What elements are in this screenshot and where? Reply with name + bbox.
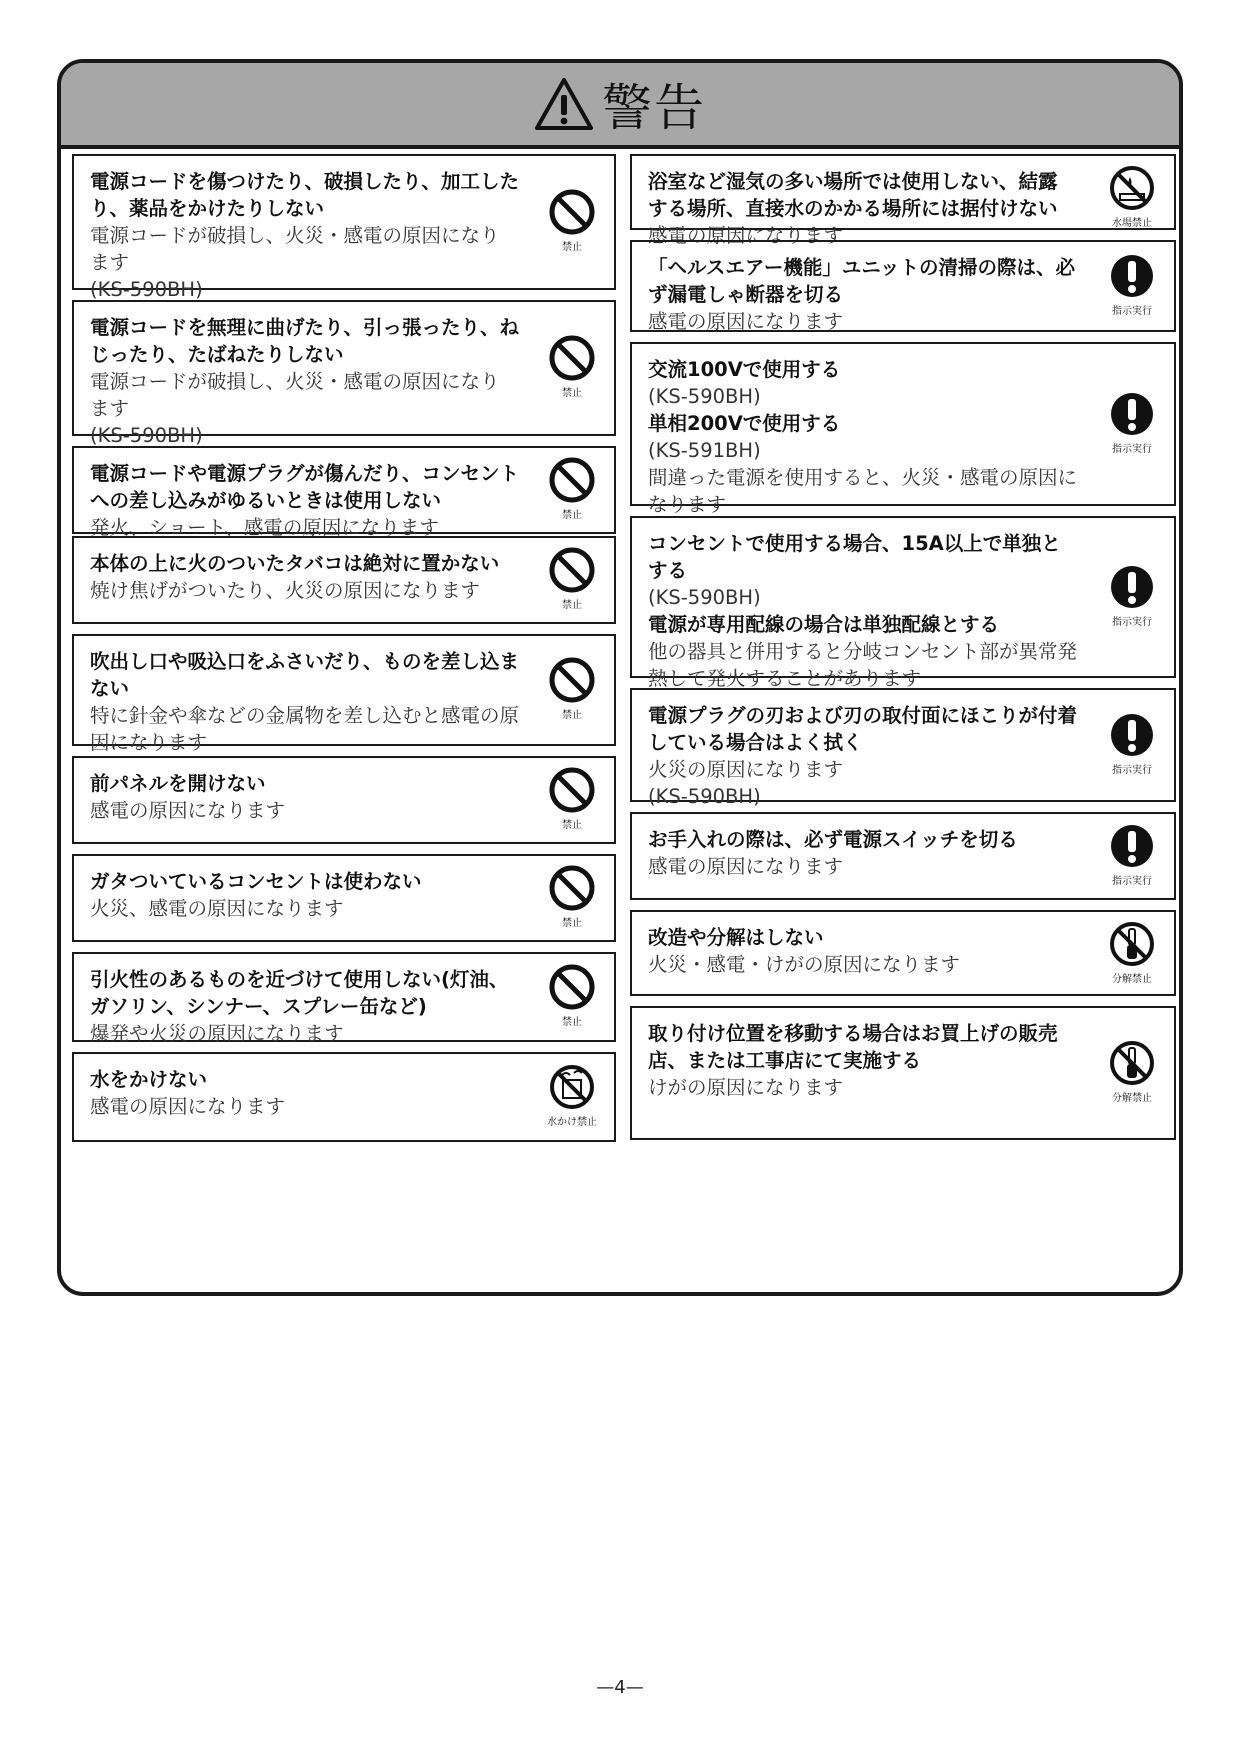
warning-reason: 感電の原因になります: [648, 310, 844, 333]
safety-symbol: [544, 1063, 600, 1128]
mandatory-instruction-icon: [1104, 390, 1160, 438]
warning-instruction: 水をかけない: [90, 1068, 208, 1091]
safety-symbol: [544, 456, 600, 521]
warning-instruction: する場所、直接水のかかる場所には据付けない: [648, 197, 1058, 220]
warning-instruction: 浴室など湿気の多い場所では使用しない、結露: [648, 170, 1058, 193]
warning-item: [72, 300, 616, 447]
symbol-label: 禁止: [562, 710, 582, 721]
warning-item: [630, 154, 1176, 247]
safety-symbol: [544, 963, 600, 1028]
warning-item: [72, 756, 616, 844]
warning-item: [630, 342, 1176, 516]
warning-instruction: 電源コードを傷つけたり、破損したり、加工した: [90, 170, 520, 193]
mandatory-instruction-icon: [1104, 711, 1160, 759]
warning-instruction: 「ヘルスエアー機能」ユニットの清掃の際は、必: [648, 256, 1076, 279]
warning-reason: 間違った電源を使用すると、火災・感電の原因に: [648, 466, 1078, 489]
symbol-label: 指示実行: [1112, 306, 1152, 317]
warning-reason: なります: [648, 493, 727, 516]
warning-reason: 感電の原因になります: [90, 799, 286, 822]
warning-instruction: コンセントで使用する場合、15A以上で単独と: [648, 532, 1061, 555]
warning-reason: 電源コードが破損し、火災・感電の原因になり: [90, 224, 500, 247]
no-disassembly-icon: [1104, 1039, 1160, 1087]
mandatory-instruction-icon: [1104, 563, 1160, 611]
warning-item: [72, 634, 616, 754]
warning-title: 警告: [602, 79, 706, 137]
warning-item: [630, 1006, 1176, 1140]
warning-triangle-icon: [534, 77, 594, 131]
warning-reason: (KS-590BH): [648, 586, 761, 609]
warning-reason: 電源コードが破損し、火災・感電の原因になり: [90, 370, 500, 393]
safety-symbol: [544, 334, 600, 399]
symbol-label: 水場禁止: [1112, 218, 1152, 229]
warning-instruction: している場合はよく拭く: [648, 731, 863, 754]
warning-item: [72, 154, 616, 301]
warning-item: [72, 854, 616, 942]
warning-reason: (KS-590BH): [648, 785, 761, 808]
warning-reason: ます: [90, 251, 130, 274]
warning-instruction: 電源コードや電源プラグが傷んだり、コンセント: [90, 462, 520, 485]
warning-reason: 感電の原因になります: [90, 1095, 286, 1118]
warning-instruction: 単相200Vで使用する: [648, 412, 841, 435]
warning-instruction: 前パネルを開けない: [90, 772, 266, 795]
symbol-label: 禁止: [562, 388, 582, 399]
warning-instruction: 吹出し口や吸込口をふさいだり、ものを差し込ま: [90, 650, 520, 673]
warning-reason: (KS-591BH): [648, 439, 761, 462]
warning-instruction: 交流100Vで使用する: [648, 358, 841, 381]
warning-reason: 焼け焦げがついたり、火災の原因になります: [90, 579, 481, 602]
warning-instruction: 本体の上に火のついたタバコは絶対に置かない: [90, 552, 500, 575]
warning-reason: 感電の原因になります: [648, 855, 844, 878]
warning-instruction: お手入れの際は、必ず電源スイッチを切る: [648, 828, 1018, 851]
symbol-label: 指示実行: [1112, 444, 1152, 455]
safety-symbol: [1104, 711, 1160, 776]
safety-symbol: [1104, 1039, 1160, 1104]
symbol-label: 禁止: [562, 918, 582, 929]
warning-item: [630, 910, 1176, 996]
safety-symbol: [1104, 822, 1160, 887]
prohibited-icon: [544, 334, 600, 382]
no-wet-area-icon: [1104, 164, 1160, 212]
warning-header: [61, 63, 1179, 149]
symbol-label: 禁止: [562, 242, 582, 253]
warning-reason: ます: [90, 397, 130, 420]
warning-instruction: り、薬品をかけたりしない: [90, 197, 325, 220]
warning-reason: けがの原因になります: [648, 1076, 844, 1099]
safety-symbol: [544, 188, 600, 253]
prohibited-icon: [544, 963, 600, 1011]
warning-instruction: ず漏電しゃ断器を切る: [648, 283, 844, 306]
warning-reason: 熱して発火することがあります: [648, 667, 922, 690]
warning-instruction: する: [648, 559, 688, 582]
no-disassembly-icon: [1104, 920, 1160, 968]
warning-instruction: 取り付け位置を移動する場合はお買上げの販売: [648, 1022, 1058, 1045]
safety-symbol: [544, 546, 600, 611]
warning-instruction: 電源コードを無理に曲げたり、引っ張ったり、ね: [90, 316, 520, 339]
prohibited-icon: [544, 766, 600, 814]
prohibited-icon: [544, 456, 600, 504]
symbol-label: 分解禁止: [1112, 1093, 1152, 1104]
safety-symbol: [1104, 390, 1160, 455]
warning-reason: (KS-590BH): [90, 424, 203, 447]
warning-reason: 火災の原因になります: [648, 758, 844, 781]
warning-reason: 他の器具と併用すると分岐コンセント部が異常発: [648, 640, 1078, 663]
mandatory-instruction-icon: [1104, 822, 1160, 870]
safety-symbol: [1104, 252, 1160, 317]
warning-instruction: への差し込みがゆるいときは使用しない: [90, 489, 442, 512]
warning-instruction: 電源プラグの刃および刃の取付面にほこりが付着: [648, 704, 1078, 727]
warning-instruction: 改造や分解はしない: [648, 926, 824, 949]
warning-instruction: 店、または工事店にて実施する: [648, 1049, 922, 1072]
warning-reason: 特に針金や傘などの金属物を差し込むと感電の原: [90, 704, 520, 727]
warning-item: [630, 688, 1176, 808]
no-water-splash-icon: [544, 1063, 600, 1111]
warning-instruction: ガソリン、シンナー、スプレー缶など): [90, 995, 427, 1018]
warning-item: [630, 812, 1176, 900]
warning-item: [630, 516, 1176, 690]
warning-reason: 発火、ショート、感電の原因になります: [90, 516, 439, 539]
warning-reason: (KS-590BH): [90, 278, 203, 301]
prohibited-icon: [544, 546, 600, 594]
symbol-label: 分解禁止: [1112, 974, 1152, 985]
warning-item: [72, 446, 616, 539]
warning-item: [72, 536, 616, 624]
warning-instruction: じったり、たばねたりしない: [90, 343, 344, 366]
symbol-label: 禁止: [562, 1017, 582, 1028]
warning-instruction: 引火性のあるものを近づけて使用しない(灯油、: [90, 968, 509, 991]
symbol-label: 指示実行: [1112, 876, 1152, 887]
warning-reason: 感電の原因になります: [648, 224, 844, 247]
warning-reason: 因になります: [90, 731, 208, 754]
warning-instruction: 電源が専用配線の場合は単独配線とする: [648, 613, 1000, 636]
symbol-label: 指示実行: [1112, 617, 1152, 628]
warning-instruction: ガタついているコンセントは使わない: [90, 870, 422, 893]
safety-symbol: [1104, 164, 1160, 229]
warning-reason: 火災・感電・けがの原因になります: [648, 953, 961, 976]
symbol-label: 指示実行: [1112, 765, 1152, 776]
safety-symbol: [1104, 920, 1160, 985]
prohibited-icon: [544, 864, 600, 912]
symbol-label: 水かけ禁止: [547, 1117, 597, 1128]
warning-item: [72, 952, 616, 1045]
symbol-label: 禁止: [562, 600, 582, 611]
warning-reason: 爆発や火災の原因になります: [90, 1022, 344, 1045]
warning-instruction: ない: [90, 677, 130, 700]
symbol-label: 禁止: [562, 820, 582, 831]
safety-symbol: [544, 766, 600, 831]
mandatory-instruction-icon: [1104, 252, 1160, 300]
symbol-label: 禁止: [562, 510, 582, 521]
safety-symbol: [544, 656, 600, 721]
page-number: —4—: [596, 1677, 644, 1698]
prohibited-icon: [544, 188, 600, 236]
warning-reason: (KS-590BH): [648, 385, 761, 408]
warning-item: [72, 1052, 616, 1142]
safety-symbol: [1104, 563, 1160, 628]
warning-reason: 火災、感電の原因になります: [90, 897, 344, 920]
safety-symbol: [544, 864, 600, 929]
prohibited-icon: [544, 656, 600, 704]
warning-item: [630, 240, 1176, 332]
